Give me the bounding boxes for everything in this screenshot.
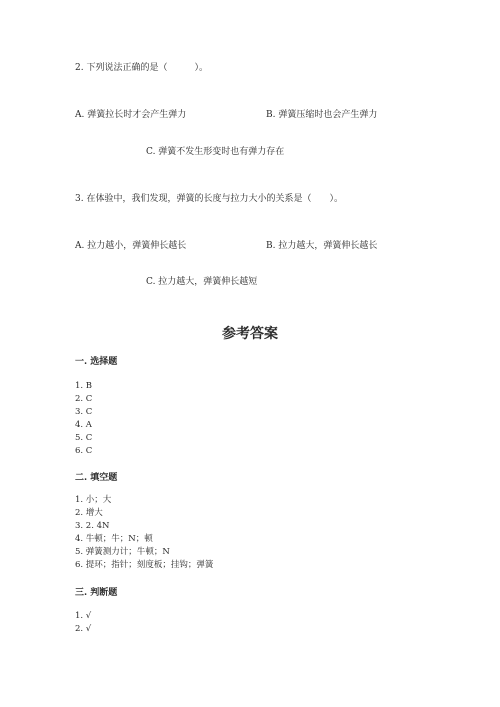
list-item: 2. √ bbox=[75, 624, 92, 634]
list-item: 5. 弹簧测力计；牛顿；N bbox=[75, 547, 170, 557]
question-3-stem: 3. 在体验中，我们发现，弹簧的长度与拉力大小的关系是（ ）。 bbox=[75, 194, 343, 204]
list-item: 1. B bbox=[75, 381, 93, 391]
answers-title: 参考答案 bbox=[222, 326, 278, 342]
list-item: 6. C bbox=[75, 446, 93, 456]
list-item: 2. C bbox=[75, 394, 93, 404]
section-judge-list bbox=[75, 610, 91, 636]
list-item: 2. 增大 bbox=[75, 508, 103, 518]
question-2-option-a: A. 弹簧拉长时才会产生弹力 bbox=[75, 110, 187, 120]
list-item: 4. A bbox=[75, 420, 92, 430]
section-judge-heading: 三. 判断题 bbox=[75, 588, 118, 598]
list-item: 6. 提环；指针；刻度板；挂钩；弹簧 bbox=[75, 560, 214, 570]
list-item: 5. C bbox=[75, 433, 93, 443]
question-2-option-b: B. 弹簧压缩时也会产生弹力 bbox=[266, 110, 378, 120]
list-item: 3. 2. 4N bbox=[75, 521, 110, 531]
question-2-option-c: C. 弹簧不发生形变时也有弹力存在 bbox=[146, 147, 285, 157]
list-item: 1. 小；大 bbox=[75, 495, 112, 505]
list-item: 3. C bbox=[75, 407, 93, 417]
question-3-option-a: A. 拉力越小，弹簧伸长越长 bbox=[75, 241, 187, 251]
question-3-option-c: C. 拉力越大，弹簧伸长越短 bbox=[146, 277, 258, 287]
question-3-option-b: B. 拉力越大，弹簧伸长越长 bbox=[266, 241, 378, 251]
question-2-stem: 2. 下列说法正确的是（ ）。 bbox=[75, 63, 208, 73]
list-item: 4. 牛顿；牛；N；顿 bbox=[75, 534, 153, 544]
section-fill-list bbox=[75, 494, 213, 572]
list-item: 1. √ bbox=[75, 611, 92, 621]
section-choice-list bbox=[75, 380, 92, 458]
section-choice-heading: 一. 选择题 bbox=[75, 357, 118, 367]
section-fill-heading: 二. 填空题 bbox=[75, 473, 118, 483]
